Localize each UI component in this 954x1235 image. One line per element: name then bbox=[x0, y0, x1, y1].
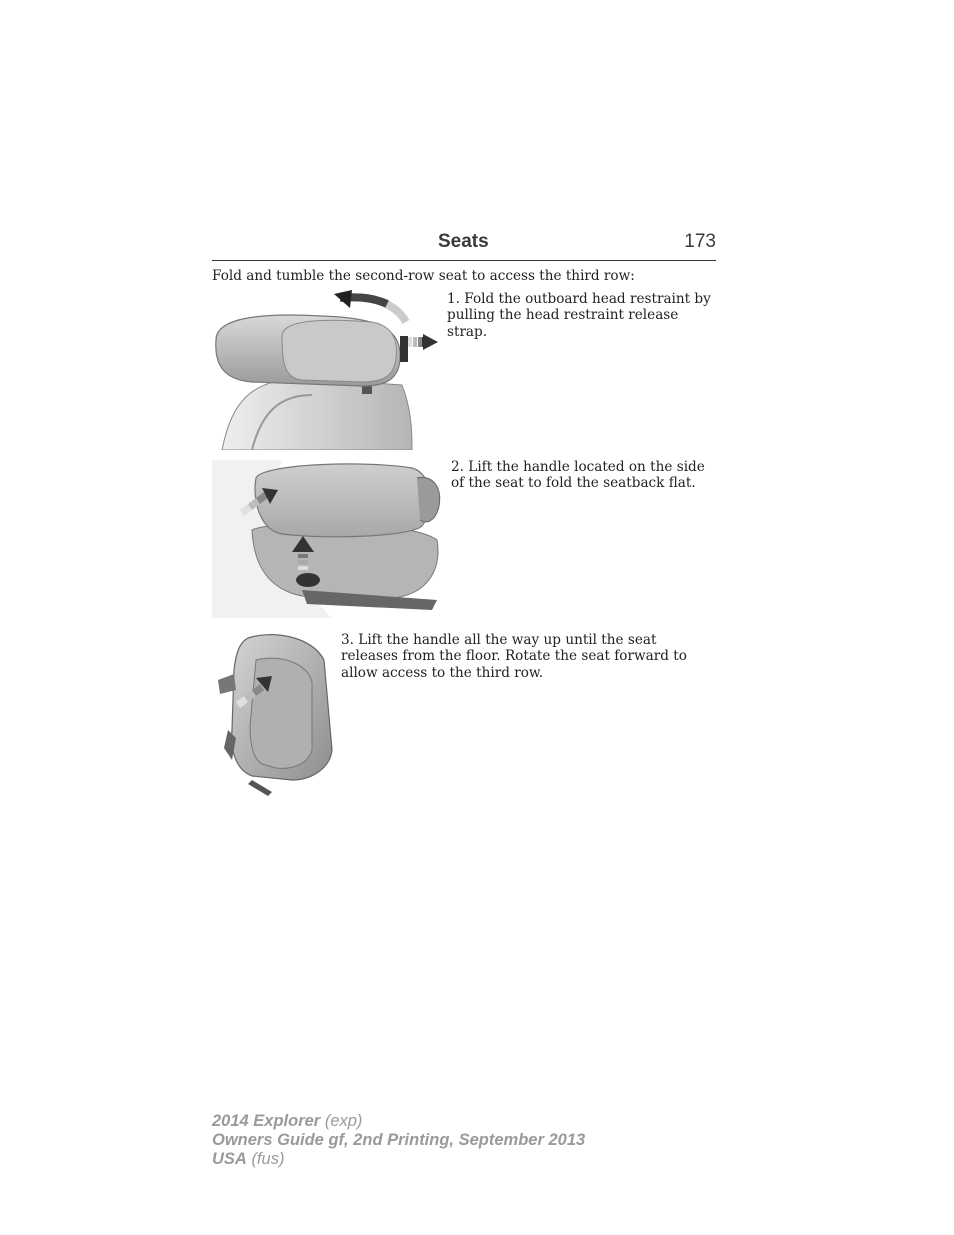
section-title: Seats bbox=[438, 231, 489, 252]
footer-line-2 bbox=[212, 1131, 585, 1150]
footer-market-code: (fus) bbox=[251, 1150, 285, 1168]
pull-arrow-icon bbox=[408, 334, 438, 350]
footer-model-code: (exp) bbox=[324, 1112, 363, 1130]
page-footer bbox=[212, 1112, 585, 1169]
footer-line-1 bbox=[212, 1112, 585, 1131]
footer-line-3 bbox=[212, 1150, 585, 1169]
footer-printing: Owners Guide gf, 2nd Printing, September 2013 bbox=[212, 1131, 586, 1149]
page-number: 173 bbox=[684, 231, 716, 252]
step-2-text: 2. Lift the handle located on the side of the seat to fold the seatback flat. bbox=[451, 459, 705, 492]
tumbled-seat-illustration bbox=[212, 630, 336, 796]
step-1-text: 1. Fold the outboard head restraint by pulling the head restraint release strap. bbox=[447, 291, 711, 340]
footer-market: USA bbox=[212, 1150, 247, 1168]
page-header bbox=[212, 230, 716, 261]
footer-model: 2014 Explorer bbox=[212, 1112, 321, 1130]
step-3-text: 3. Lift the handle all the way up until the seat releases from the floor. Rotate the seat forward to allow access to the third row. bbox=[341, 632, 687, 681]
intro-text: Fold and tumble the second-row seat to access the third row: bbox=[212, 268, 635, 284]
head-restraint-illustration bbox=[212, 290, 444, 450]
seat-handle-illustration bbox=[212, 460, 444, 618]
